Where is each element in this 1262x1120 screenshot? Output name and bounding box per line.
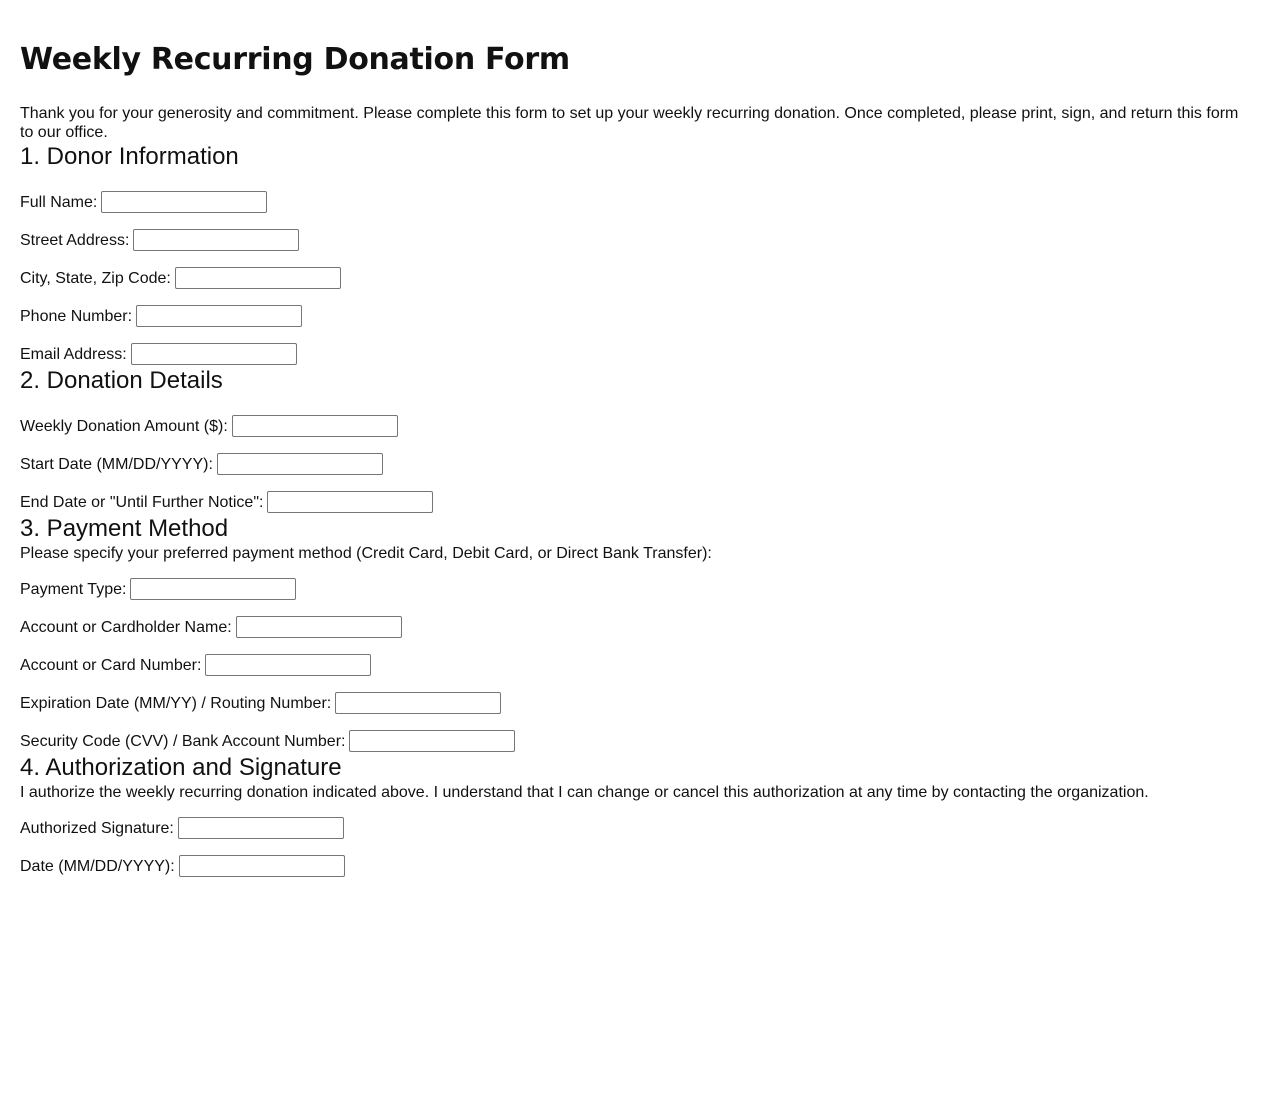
card-number-label: Account or Card Number:	[20, 656, 202, 674]
full-name-label: Full Name:	[20, 193, 98, 211]
field-row-payment-type	[20, 577, 1242, 601]
email-address-label: Email Address:	[20, 345, 127, 363]
field-row-phone-number	[20, 304, 1242, 328]
field-row-authorized-signature	[20, 816, 1242, 840]
donation-amount-input[interactable]	[232, 415, 398, 437]
security-code-input[interactable]	[349, 730, 515, 752]
field-row-end-date	[20, 490, 1242, 514]
phone-number-input[interactable]	[136, 305, 302, 327]
payment-method-instructions: Please specify your preferred payment method (Credit Card, Debit Card, or Direct Bank Transfer):	[20, 545, 712, 562]
full-name-input[interactable]	[101, 191, 267, 213]
street-address-label: Street Address:	[20, 231, 130, 249]
field-row-full-name	[20, 190, 1242, 214]
field-row-card-number	[20, 653, 1242, 677]
start-date-label: Start Date (MM/DD/YYYY):	[20, 455, 213, 473]
start-date-input[interactable]	[217, 453, 383, 475]
field-row-start-date	[20, 452, 1242, 476]
authorization-statement: I authorize the weekly recurring donation indicated above. I understand that I can change or cancel this authorization at any time by contacting the organization.	[20, 784, 1149, 801]
field-row-street-address	[20, 228, 1242, 252]
end-date-input[interactable]	[267, 491, 433, 513]
street-address-input[interactable]	[133, 229, 299, 251]
city-state-zip-input[interactable]	[175, 267, 341, 289]
cardholder-name-input[interactable]	[236, 616, 402, 638]
intro-paragraph: Thank you for your generosity and commitment. Please complete this form to set up your weekly recurring donation. Once completed, please print, sign, and return this form to our office.	[20, 105, 1239, 141]
cardholder-name-label: Account or Cardholder Name:	[20, 618, 232, 636]
city-state-zip-label: City, State, Zip Code:	[20, 269, 171, 287]
security-code-label: Security Code (CVV) / Bank Account Number:	[20, 732, 346, 750]
card-number-input[interactable]	[205, 654, 371, 676]
field-row-cardholder-name	[20, 615, 1242, 639]
authorized-signature-label: Authorized Signature:	[20, 819, 174, 837]
email-address-input[interactable]	[131, 343, 297, 365]
section-heading-donation-details: 2. Donation Details	[20, 367, 223, 394]
section-heading-payment-method: 3. Payment Method	[20, 515, 229, 542]
field-row-signature-date	[20, 854, 1242, 878]
payment-type-input[interactable]	[130, 578, 296, 600]
donation-amount-label: Weekly Donation Amount ($):	[20, 417, 228, 435]
signature-date-label: Date (MM/DD/YYYY):	[20, 857, 175, 875]
expiration-routing-input[interactable]	[335, 692, 501, 714]
section-heading-authorization: 4. Authorization and Signature	[20, 754, 342, 781]
payment-type-label: Payment Type:	[20, 580, 127, 598]
field-row-donation-amount	[20, 414, 1242, 438]
field-row-expiration-routing	[20, 691, 1242, 715]
field-row-security-code	[20, 729, 1242, 753]
page-title: Weekly Recurring Donation Form	[20, 42, 570, 77]
section-heading-donor-information: 1. Donor Information	[20, 143, 239, 170]
end-date-label: End Date or "Until Further Notice":	[20, 493, 264, 511]
authorized-signature-input[interactable]	[178, 817, 344, 839]
field-row-city-state-zip	[20, 266, 1242, 290]
phone-number-label: Phone Number:	[20, 307, 133, 325]
expiration-routing-label: Expiration Date (MM/YY) / Routing Number:	[20, 694, 332, 712]
field-row-email-address	[20, 342, 1242, 366]
signature-date-input[interactable]	[179, 855, 345, 877]
